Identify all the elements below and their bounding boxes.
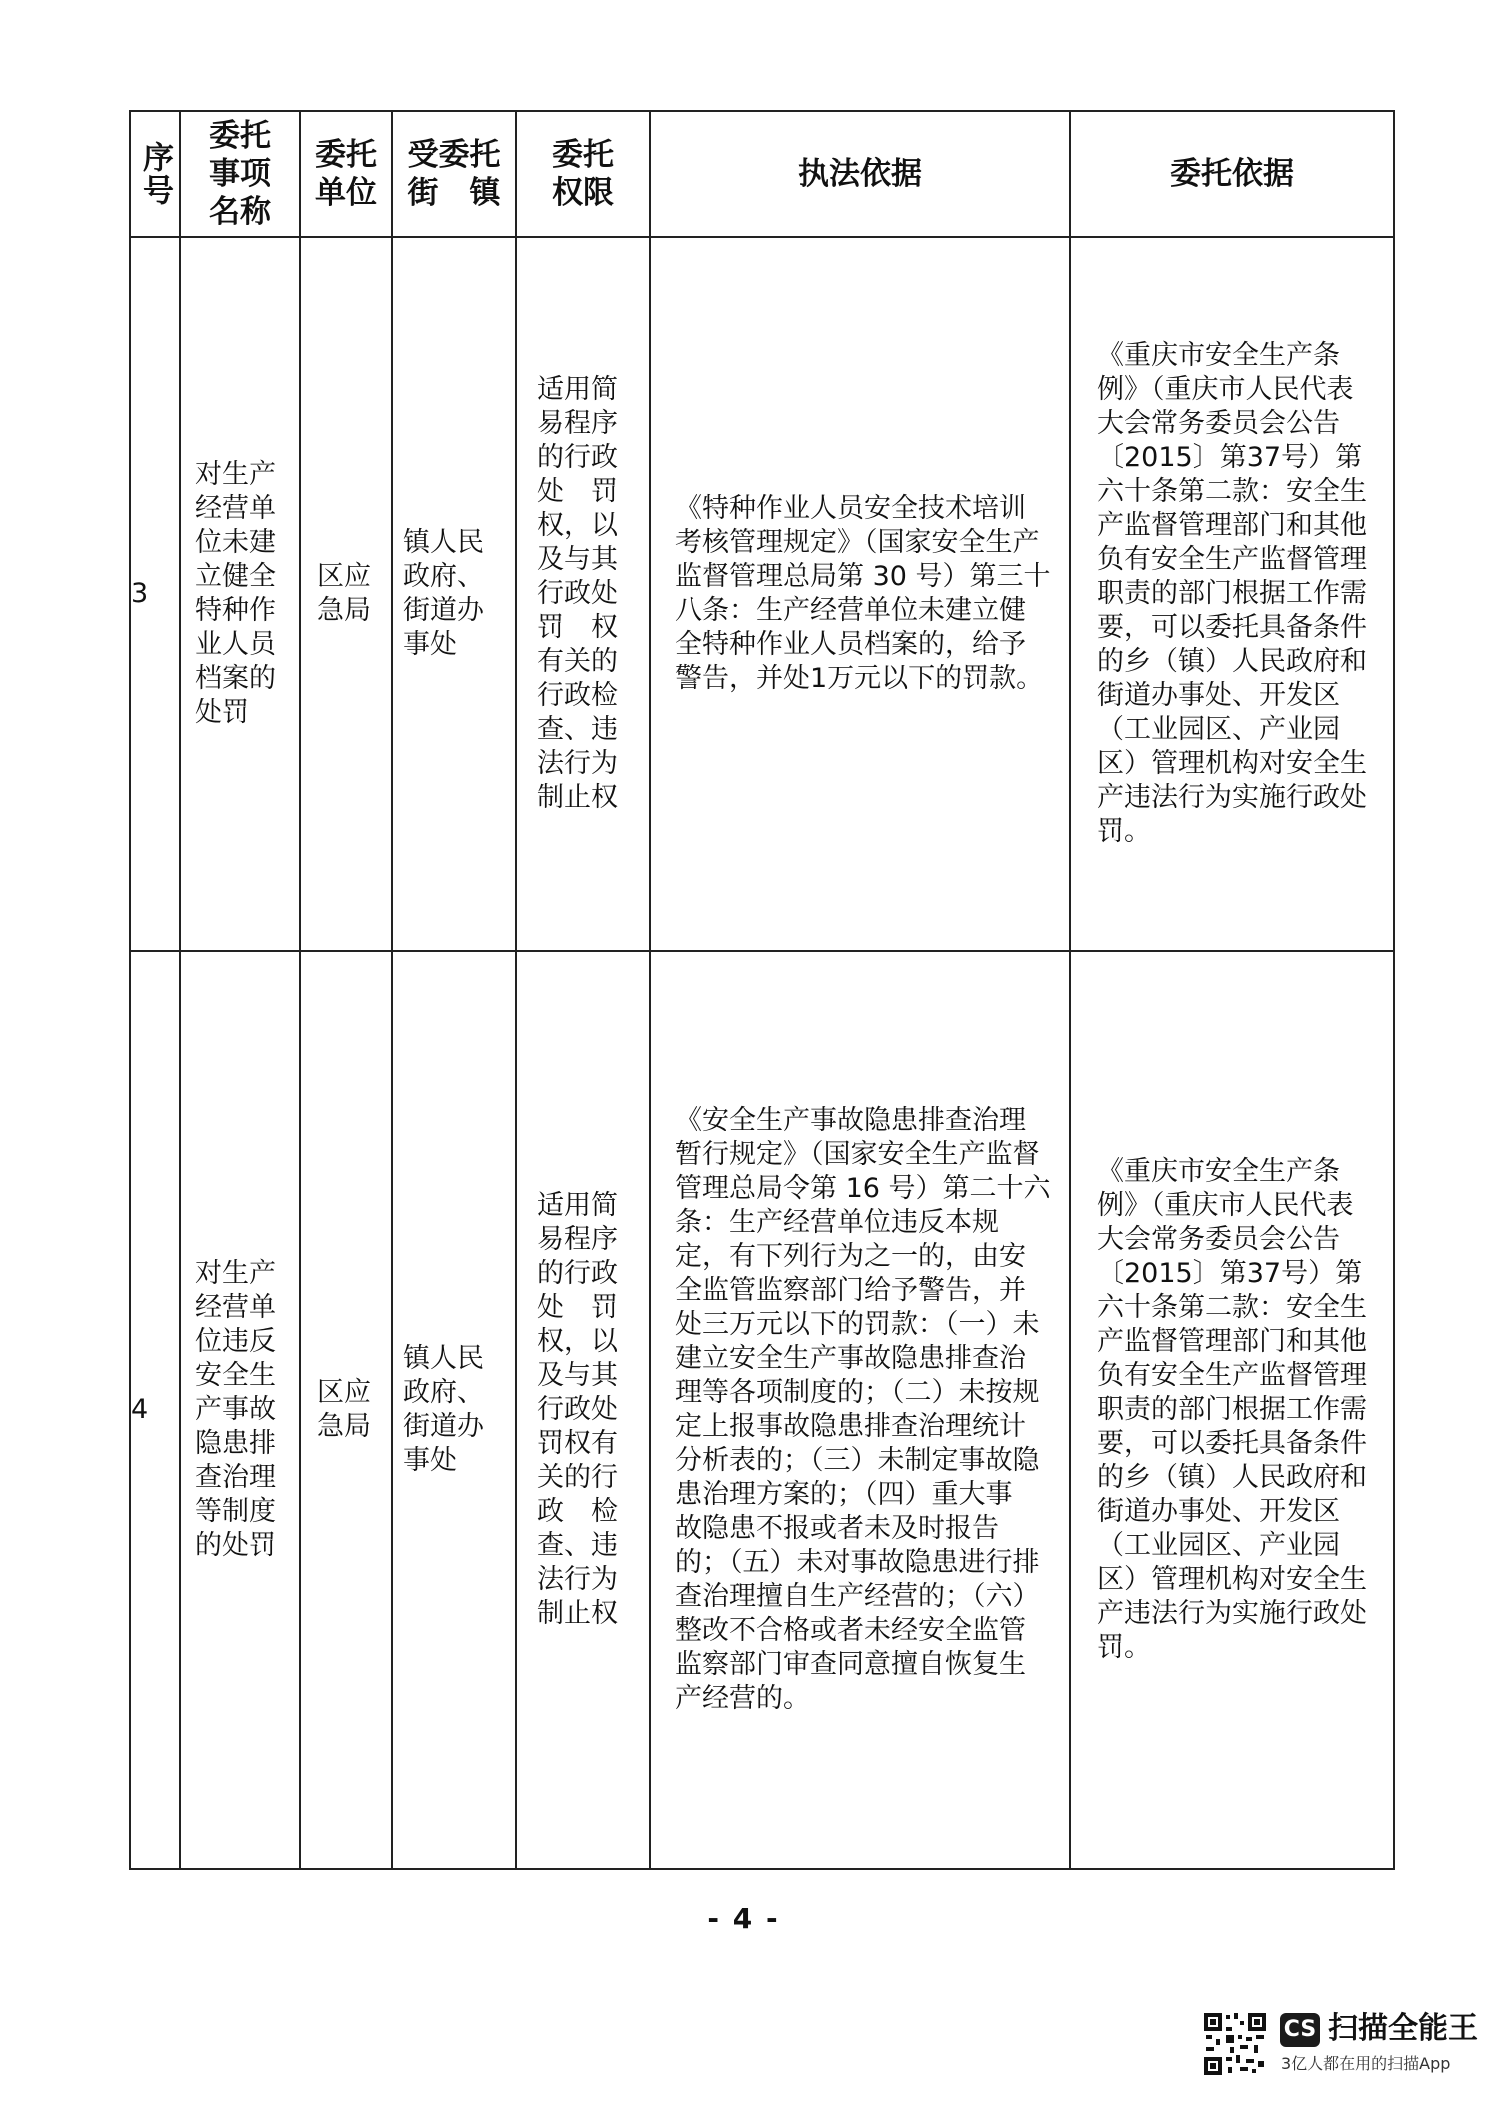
row-item: 对生产经营单位违反安全生产事故隐患排查治理等制度的处罚 (180, 951, 300, 1869)
page-number: - 4 - (707, 1902, 780, 1935)
watermark-tagline: 3亿人都在用的扫描App (1281, 2054, 1451, 2073)
table-row (130, 237, 1394, 951)
watermark-brand: 扫描全能王 (1328, 2011, 1478, 2046)
row-unit: 区应急局 (300, 951, 392, 1869)
header-authority: 委托权限 (516, 111, 650, 237)
row-seq: 4 (130, 951, 180, 1869)
qr-code-icon (1202, 2011, 1268, 2077)
row-delegation: 《重庆市安全生产条例》（重庆市人民代表大会常务委员会公告〔2015〕第37号）第六十条第二款：安全生产监督管理部门和其他负有安全生产监督管理职责的部门根据工作需要，可以委托具备条件的乡（镇）人民政府和街道办事处、开发区（工业园区、产业园区）管理机构对安全生产违法行为实施行政处罚。 (1070, 951, 1394, 1869)
header-delegation: 委托依据 (1070, 111, 1394, 237)
row-town: 镇人民政府、街道办事处 (392, 951, 516, 1869)
header-unit: 委托单位 (300, 111, 392, 237)
row-authority: 适用简易程序的行政处 罚权，以及与其行政处罚权有关的行政 检查、违法行为制止权 (516, 951, 650, 1869)
header-town: 受委托街 镇 (392, 111, 516, 237)
row-unit: 区应急局 (300, 237, 392, 951)
header-basis: 执法依据 (650, 111, 1070, 237)
row-delegation: 《重庆市安全生产条例》（重庆市人民代表大会常务委员会公告〔2015〕第37号）第六十条第二款：安全生产监督管理部门和其他负有安全生产监督管理职责的部门根据工作需要，可以委托具备条件的乡（镇）人民政府和街道办事处、开发区（工业园区、产业园区）管理机构对安全生产违法行为实施行政处罚。 (1070, 237, 1394, 951)
row-basis: 《特种作业人员安全技术培训考核管理规定》（国家安全生产监督管理总局第 30 号）第三十八条：生产经营单位未建立健全特种作业人员档案的，给予警告，并处1万元以下的罚款。 (650, 237, 1070, 951)
row-seq: 3 (130, 237, 180, 951)
row-item: 对生产经营单位未建立健全特种作业人员档案的处罚 (180, 237, 300, 951)
delegation-table (129, 110, 1395, 1870)
table-header-row (130, 111, 1394, 237)
header-seq: 序号 (130, 111, 180, 237)
row-authority: 适用简易程序的行政处 罚权，以及与其行政处罚 权有关的行政检查、违法行为制止权 (516, 237, 650, 951)
table-row (130, 951, 1394, 1869)
row-basis: 《安全生产事故隐患排查治理暂行规定》（国家安全生产监督管理总局令第 16 号）第二十六条：生产经营单位违反本规定，有下列行为之一的，由安全监管监察部门给予警告，并处三万元以下的罚款：（一）未建立安全生产事故隐患排查治理等各项制度的；（二）未按规定上报事故隐患排查治理统计分析表的；（三）未制定事故隐患治理方案的；（四）重大事 故隐患不报或者未及时报告的；（五）未对事故隐患进行排查治理擅自生产经营的；（六）整改不合格或者未经安全监管监察部门审查同意擅自恢复生产经营的。 (650, 951, 1070, 1869)
camscanner-logo-icon: CS (1280, 2013, 1320, 2047)
row-town: 镇人民政府、街道办事处 (392, 237, 516, 951)
header-item: 委托事项名称 (180, 111, 300, 237)
